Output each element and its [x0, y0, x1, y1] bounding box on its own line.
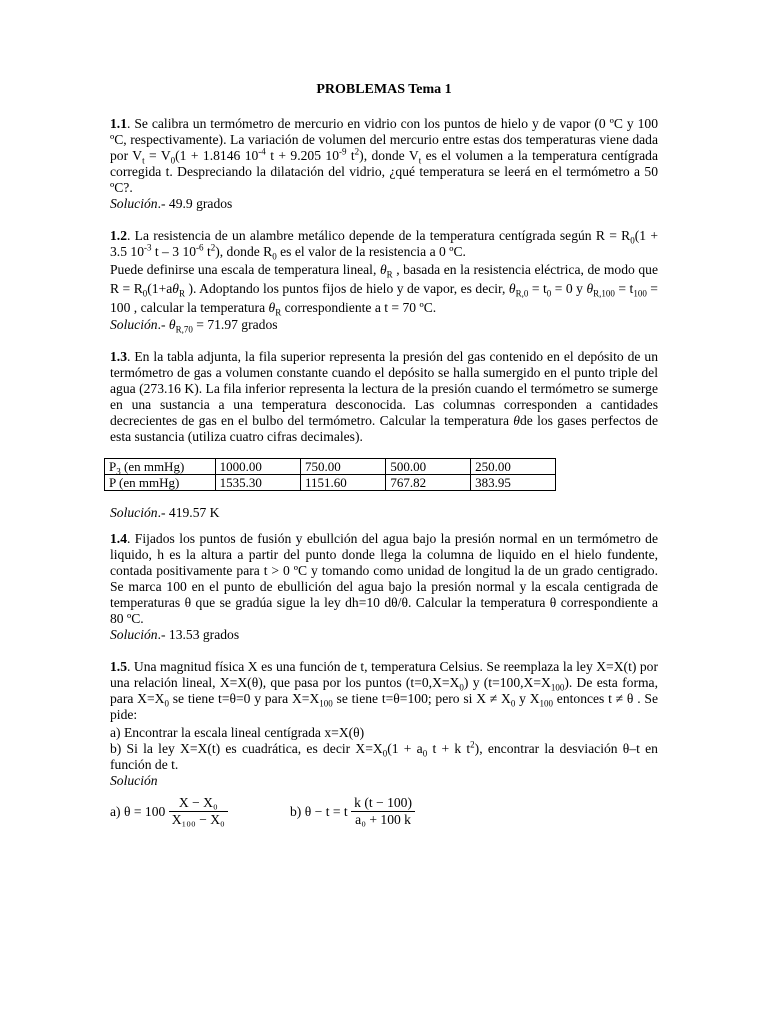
- problem-1-2-scale-definition: Puede definirse una escala de temperatura lineal, $\theta_R$ , basada en la resistencia eléctrica, de modo que $R = R_0(1+a\theta_R$ ). Adoptando los puntos fijos de hielo y de vapor, es decir, $\theta_{R,0} = t_0 = 0$ y $\theta_{R,100} = t_{100} = 100$ , calcular la temperatura $\theta_R$ correspondiente a t = 70 ºC.: [110, 262, 659, 318]
- fraction: $\frac{\text{X − X₀}}{\text{X₁₀₀ − X₀}}$: [169, 795, 228, 828]
- table-cell: 500.00: [386, 459, 471, 475]
- formula-a: a) θ = 100 $\frac{\text{X − X₀}}{\text{X₁₀₀ − X₀}}$: [110, 795, 228, 828]
- table-row: [105, 459, 556, 475]
- problem-1-1-statement: 1.1. Se calibra un termómetro de mercurio en vidrio con los puntos de hielo y de vapor (0 ºC y 100 ºC, respectivamente). La variación de volumen del mercurio entre estas dos temperaturas viene dada por $V_t = V_0(1 + 1.8146$ $10^{-4}$ t + 9.205 $10^{-9}$ $t^2$), donde $V_t$ es el volumen a la temperatura centígrada corregida t. Despreciando la dilatación del vidrio, ¿qué temperatura se leerá en el termómetro a 50 ºC?.: [110, 116, 659, 195]
- problem-1-5-item-a: a) Encontrar la escala lineal centígrada x=X(θ): [110, 725, 365, 740]
- problem-1-2: [110, 228, 658, 333]
- problem-1-2-statement: 1.2. La resistencia de un alambre metálico depende de la temperatura centígrada según $R = R_0(1 + 3.5$ $10^{-3}$ t – 3 $10^{-6}$ $t^2$), donde $R_0$ es el valor de la resistencia a 0 ºC.: [110, 228, 659, 262]
- page-title: PROBLEMAS Tema 1: [316, 82, 452, 97]
- table-cell: 1000.00: [215, 459, 300, 475]
- table-cell: 250.00: [471, 459, 556, 475]
- problem-1-1-solution: Solución.- 49.9 grados: [110, 196, 233, 211]
- problem-1-5-statement: 1.5. Una magnitud física X es una función de t, temperatura Celsius. Se reemplaza la ley X=X(t) por una relación lineal, X=X(θ), que pasa por los puntos $(t=0,X=X_0)$ y $(t=100,X=X_{100})$. De esta forma, para $X=X_0$ se tiene t=θ=0 y para $X=X_{100}$ se tiene t=θ=100; pero si $X \ne X_0$ y $X_{100}$ entonces t ≠ θ . Se pide:: [110, 659, 658, 722]
- problem-1-3-solution: Solución.- 419.57 K: [110, 505, 220, 520]
- table-cell: 1151.60: [301, 475, 386, 491]
- table-row: [105, 475, 556, 491]
- table-cell: 767.82: [386, 475, 471, 491]
- problem-1-4-solution: Solución.- 13.53 grados: [110, 627, 240, 642]
- document-page: [110, 82, 658, 851]
- table-cell: 383.95: [471, 475, 556, 491]
- table-cell: 1535.30: [215, 475, 300, 491]
- problem-1-5: [110, 659, 658, 835]
- formula-b: b) θ − t = t $\frac{k (t - 100)}{\text{a₀ + 100 k}}$: [290, 795, 415, 828]
- table-cell: 750.00: [301, 459, 386, 475]
- problem-1-4: [110, 531, 658, 643]
- problem-1-3-statement: 1.3. En la tabla adjunta, la fila superior representa la presión del gas contenido en el depósito de un termómetro de gas a volumen constante cuando el depósito se halla sumergido en el punto triple del agua (273.16 K). La fila inferior representa la lectura de la presión cuando el termómetro se sumerge en una sustancia a una temperatura desconocida. Las columnas corresponden a cantidades decrecientes de gas en el bulbo del termómetro. Calcular la temperatura θde los gases perfectos de esta sustancia (utiliza cuatro cifras decimales).: [110, 349, 658, 444]
- problem-1-5-item-b: b) Si la ley X=X(t) es cuadrática, es decir $X=X_0(1 + a_0$ t + k $t^2$), encontrar la desviación θ–t en función de t.: [110, 739, 658, 772]
- problem-number: 1.1: [110, 116, 127, 131]
- problem-1-5-solution-label: Solución: [110, 773, 158, 788]
- problem-1-5-formulas: [110, 795, 658, 835]
- problem-1-1: [110, 116, 658, 212]
- problem-1-2-solution: Solución.- $\theta_{R,70} = 71.97$ grados: [110, 317, 278, 335]
- pressure-table: [104, 458, 556, 491]
- table-cell: P (en mmHg): [105, 475, 216, 491]
- problem-1-4-statement: 1.4. Fijados los puntos de fusión y ebullción del agua bajo la presión normal en un termómetro de liquido, h es la altura a partir del punto donde llega la columna de liquido en el hielo fundente, contada positivamente para t > 0 ºC y tomando como unidad de longitud la de un grado centigrado. Se marca 100 en el punto de ebullición del agua bajo la presión normal y la escala centigrada de temperaturas θ que se gradúa sigue la ley dh=10 dθ/θ. Calcular la temperatura θ correspondiente a 80 ºC.: [110, 531, 658, 626]
- problem-1-3: [110, 349, 658, 521]
- table-cell: $P_3$ (en mmHg): [105, 459, 216, 475]
- fraction: $\frac{k (t - 100)}{\text{a₀ + 100 k}}$: [351, 795, 415, 828]
